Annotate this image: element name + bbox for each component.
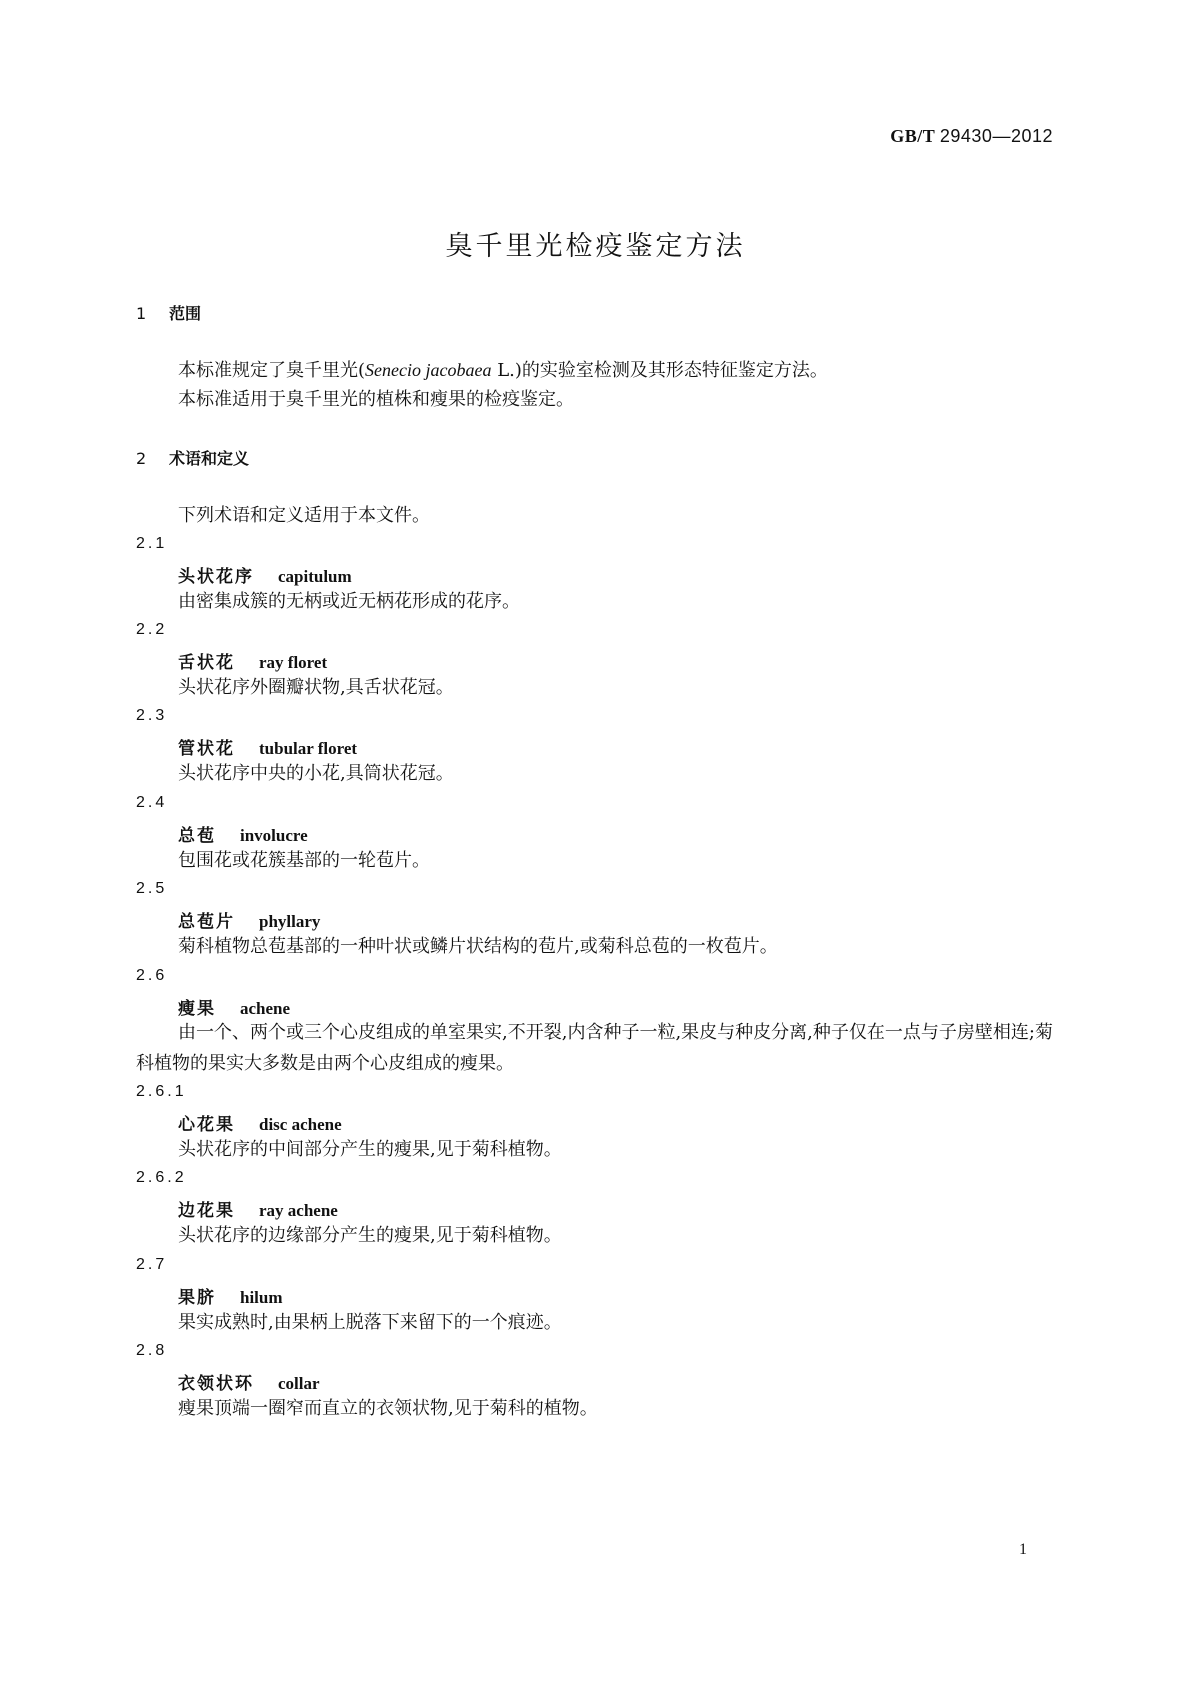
section-heading-scope (136, 301, 201, 324)
term-definition: 果实成熟时,由果柄上脱落下来留下的一个痕迹。 (178, 1312, 562, 1333)
document-title: 臭千里光检疫鉴定方法 (445, 231, 746, 262)
scope-text: 本标准规定了臭千里光( (178, 360, 366, 381)
term-zh: 总苞片 (178, 912, 235, 932)
term-name (178, 1369, 320, 1394)
section-heading-terms (136, 446, 249, 469)
term-zh: 头状花序 (178, 567, 254, 587)
section-number: 1 (136, 304, 147, 323)
term-number: 2.7 (136, 1256, 168, 1273)
term-zh: 果脐 (178, 1288, 216, 1308)
term-number: 2.3 (136, 707, 168, 724)
term-definition: 头状花序外圈瓣状物,具舌状花冠。 (178, 677, 454, 698)
term-definition: 菊科植物总苞基部的一种叶状或鳞片状结构的苞片,或菊科总苞的一枚苞片。 (178, 936, 778, 957)
section-title: 术语和定义 (169, 449, 250, 468)
term-zh: 衣领状环 (178, 1374, 254, 1394)
section-number: 2 (136, 449, 147, 468)
term-number: 2.6 (136, 967, 168, 984)
term-number: 2.4 (136, 794, 168, 811)
term-definition: 头状花序中央的小花,具筒状花冠。 (178, 763, 454, 784)
term-en: involucre (240, 826, 308, 845)
term-zh: 舌状花 (178, 653, 235, 673)
terms-intro: 下列术语和定义适用于本文件。 (178, 505, 430, 526)
term-number: 2.8 (136, 1342, 168, 1359)
term-en: collar (278, 1374, 320, 1393)
term-name (178, 562, 352, 587)
standard-prefix: GB/T (890, 126, 935, 146)
term-number: 2.1 (136, 535, 168, 552)
term-number: 2.5 (136, 880, 168, 897)
term-name (178, 648, 327, 673)
page-number: 1 (1019, 1541, 1027, 1558)
term-zh: 边花果 (178, 1201, 235, 1221)
term-en: hilum (240, 1288, 283, 1307)
standard-number: 29430—2012 (939, 126, 1053, 146)
standard-code (890, 126, 1053, 147)
term-name (178, 734, 357, 759)
term-definition: 由密集成簇的无柄或近无柄花形成的花序。 (178, 591, 520, 612)
scope-paragraph-2: 本标准适用于臭千里光的植株和瘦果的检疫鉴定。 (178, 389, 574, 410)
term-zh: 心花果 (178, 1115, 235, 1135)
term-name (178, 1283, 283, 1308)
term-en: disc achene (259, 1115, 342, 1134)
term-name (178, 907, 320, 932)
term-number: 2.6.1 (136, 1083, 187, 1100)
term-definition: 瘦果顶端一圈窄而直立的衣领状物,见于菊科的植物。 (178, 1398, 598, 1419)
term-en: capitulum (278, 567, 352, 586)
term-en: ray achene (259, 1201, 338, 1220)
term-definition: 由一个、两个或三个心皮组成的单室果实,不开裂,内含种子一粒,果皮与种皮分离,种子仅在一点与子房壁相连;菊科植物的果实大多数是由两个心皮组成的瘦果。 (136, 1022, 1053, 1074)
section-title: 范围 (169, 304, 202, 323)
term-number: 2.6.2 (136, 1169, 187, 1186)
term-en: achene (240, 999, 291, 1018)
term-zh: 总苞 (178, 826, 216, 846)
term-zh: 瘦果 (178, 999, 216, 1019)
term-definition: 头状花序的边缘部分产生的瘦果,见于菊科植物。 (178, 1225, 562, 1246)
species-latin-name: Senecio jacobaea (365, 360, 492, 380)
term-number: 2.2 (136, 621, 168, 638)
term-definition: 头状花序的中间部分产生的瘦果,见于菊科植物。 (178, 1139, 562, 1160)
scope-paragraph-1 (178, 357, 828, 384)
term-en: ray floret (259, 653, 328, 672)
term-en: phyllary (259, 912, 321, 931)
term-name (178, 1196, 338, 1221)
term-name (178, 821, 308, 846)
scope-text: L.)的实验室检测及其形态特征鉴定方法。 (491, 360, 828, 381)
term-zh: 管状花 (178, 739, 235, 759)
term-definition: 包围花或花簇基部的一轮苞片。 (178, 850, 430, 871)
term-en: tubular floret (259, 739, 358, 758)
term-name (178, 994, 290, 1019)
term-name (178, 1110, 342, 1135)
